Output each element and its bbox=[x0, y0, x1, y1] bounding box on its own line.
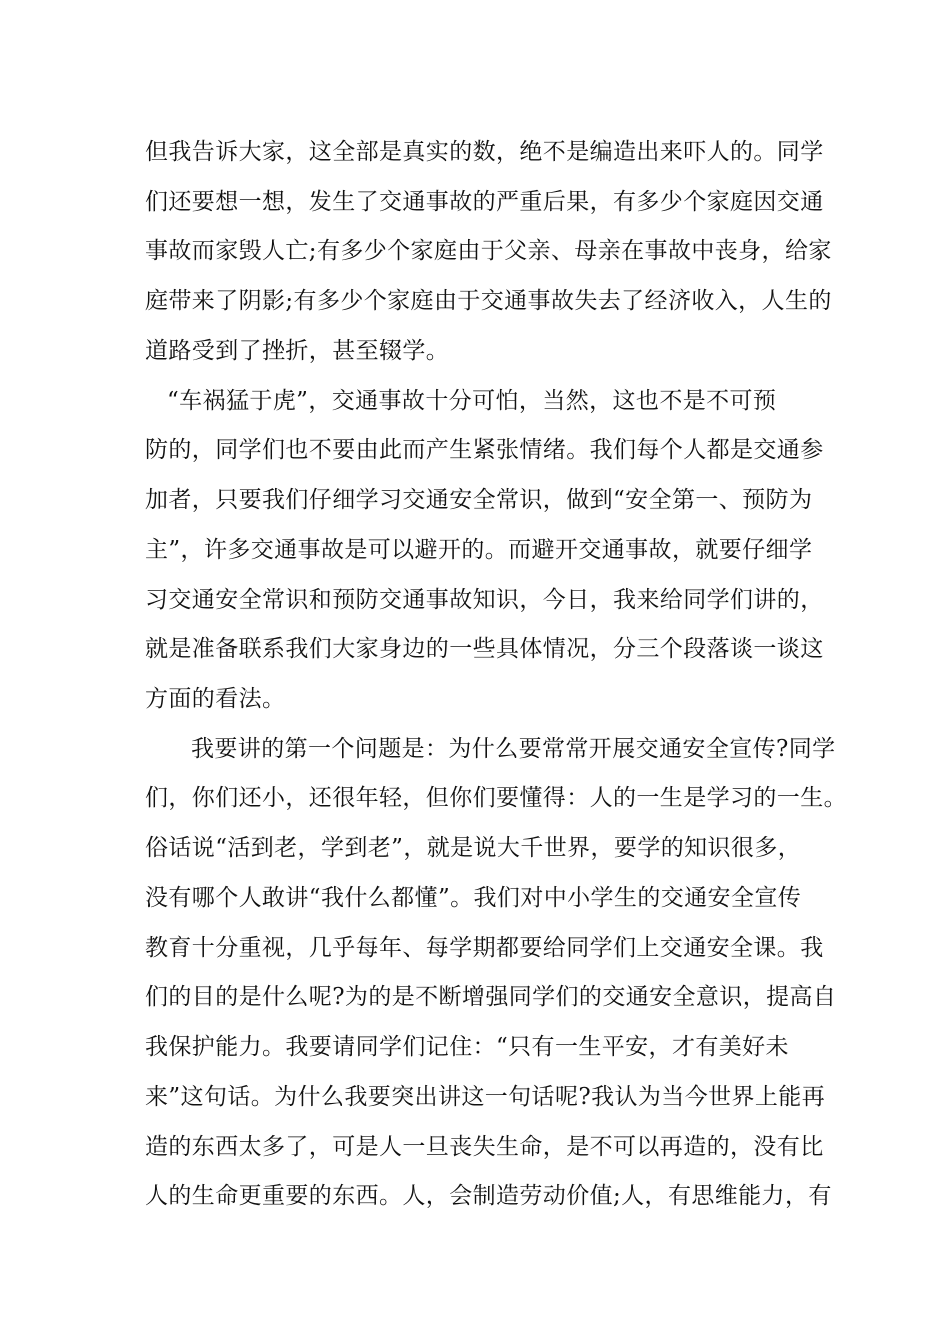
text-line: 主”，许多交通事故是可以避开的。而避开交通事故，就要仔细学 bbox=[145, 537, 813, 563]
text-line: 庭带来了阴影;有多少个家庭由于交通事故失去了经济收入，人生的 bbox=[145, 288, 832, 314]
text-line: 习交通安全常识和预防交通事故知识，今日，我来给同学们讲的， bbox=[145, 587, 824, 613]
text-line: 们还要想一想，发生了交通事故的严重后果，有多少个家庭因交通 bbox=[145, 189, 824, 215]
text-line: 但我告诉大家，这全部是真实的数，绝不是编造出来吓人的。同学 bbox=[145, 139, 824, 165]
text-line: 俗话说“活到老，学到老”，就是说大千世界，要学的知识很多， bbox=[145, 835, 802, 861]
text-line: 造的东西太多了，可是人一旦丧失生命，是不可以再造的，没有比 bbox=[145, 1134, 824, 1160]
text-line: 我要讲的第一个问题是：为什么要常常开展交通安全宣传?同学 bbox=[191, 736, 836, 762]
text-line: 就是准备联系我们大家身边的一些具体情况，分三个段落谈一谈这 bbox=[145, 636, 824, 662]
text-line: 我保护能力。我要请同学们记住：“只有一生平安，才有美好未 bbox=[145, 1034, 789, 1060]
text-line: 们，你们还小，还很年轻，但你们要懂得：人的一生是学习的一生。 bbox=[145, 785, 847, 811]
text-line: 教育十分重视，几乎每年、每学期都要给同学们上交通安全课。我 bbox=[145, 935, 824, 961]
text-line: 事故而家毁人亡;有多少个家庭由于父亲、母亲在事故中丧身，给家 bbox=[145, 238, 832, 264]
text-line: 道路受到了挫折，甚至辍学。 bbox=[145, 338, 450, 364]
text-line: “车祸猛于虎”，交通事故十分可怕，当然，这也不是不可预 bbox=[167, 388, 777, 414]
text-line: 加者，只要我们仔细学习交通安全常识，做到“安全第一、预防为 bbox=[145, 487, 813, 513]
text-line: 们的目的是什么呢?为的是不断增强同学们的交通安全意识，提高自 bbox=[145, 984, 837, 1010]
text-line: 防的，同学们也不要由此而产生紧张情绪。我们每个人都是交通参 bbox=[145, 437, 824, 463]
text-line: 没有哪个人敢讲“我什么都懂”。我们对中小学生的交通安全宣传 bbox=[145, 885, 802, 911]
text-line: 来”这句话。为什么我要突出讲这一句话呢?我认为当今世界上能再 bbox=[145, 1084, 826, 1110]
text-line: 人的生命更重要的东西。人，会制造劳动价值;人，有思维能力，有 bbox=[145, 1183, 832, 1209]
text-line: 方面的看法。 bbox=[145, 686, 286, 712]
